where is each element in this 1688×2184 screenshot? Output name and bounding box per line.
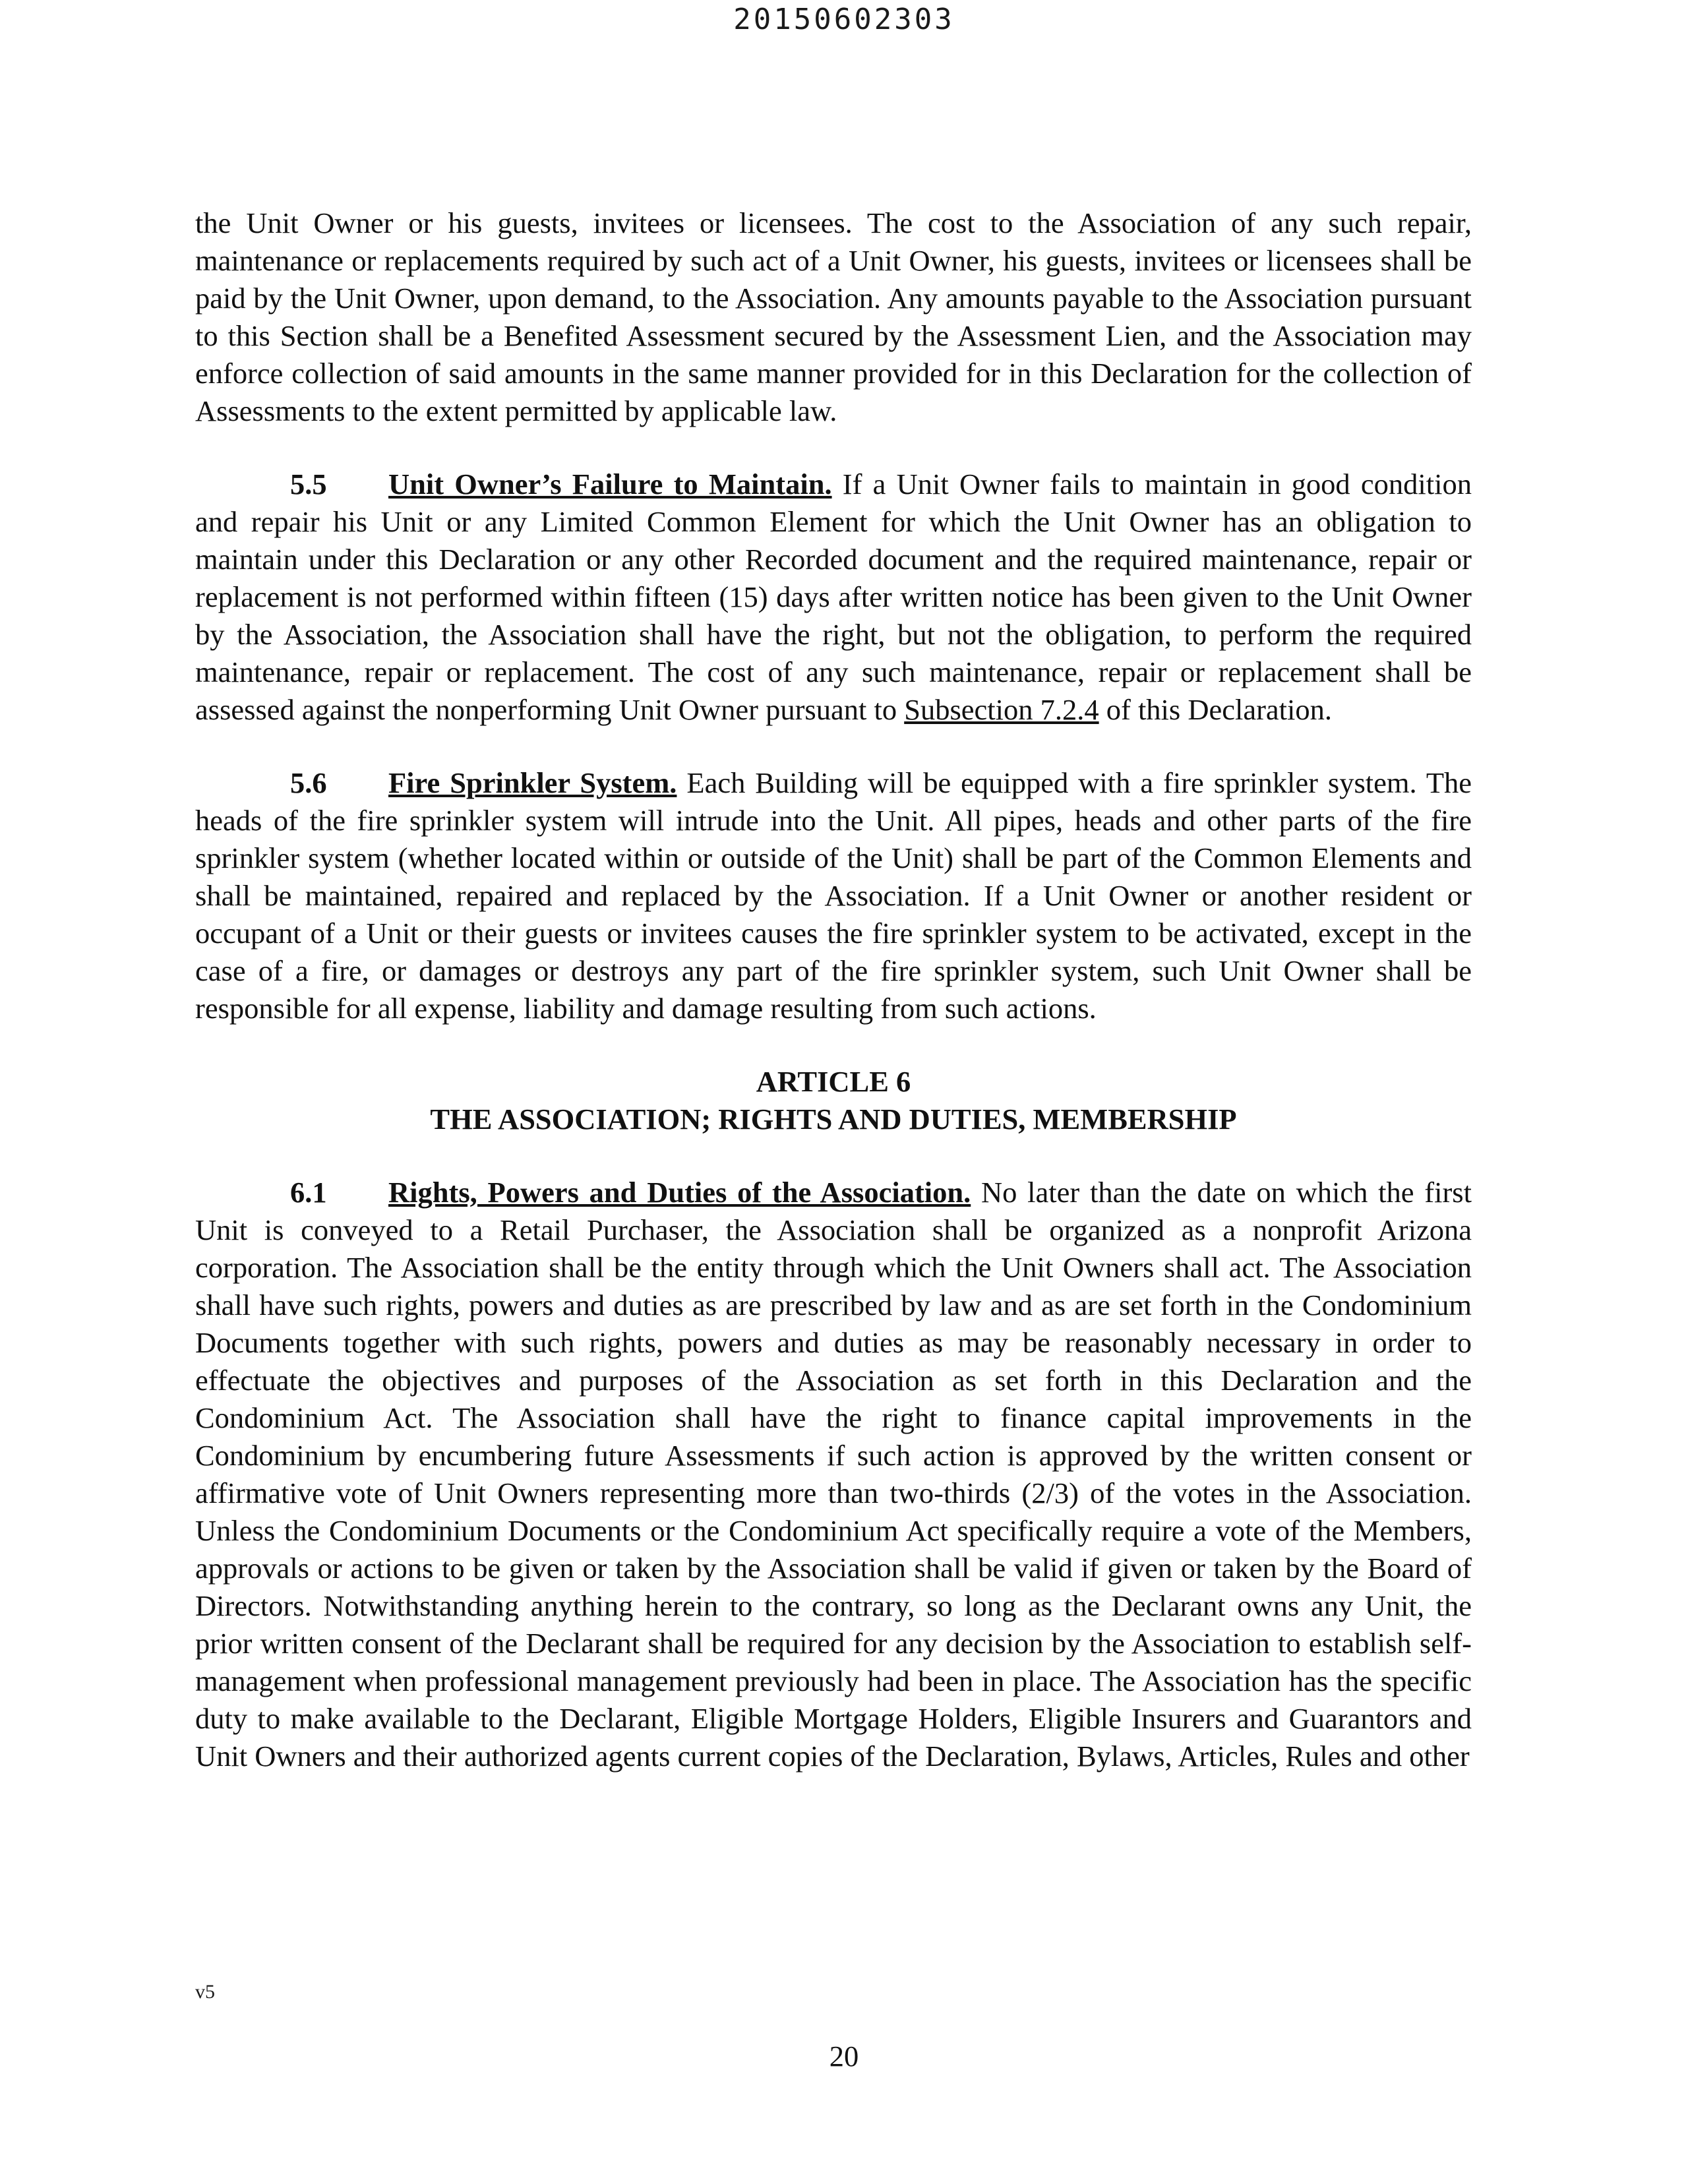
section-5-5-text: If a Unit Owner fails to maintain in good condition and repair his Unit or any Limited Common Element for which the Unit Owner has an obligation to maintain under this Declaration or any other Recorded document and the required maintenance, repair or replacement is not performed within fifteen (15) days after written notice has been given to the Unit Owner by the Association, the Association shall have the right, but not the obligation, to perform the required maintenance, repair or replacement. The cost of any such maintenance, repair or replacement shall be assessed against the nonperforming Unit Owner pursuant to (195, 468, 1472, 726)
section-6-1-title: Rights, Powers and Duties of the Association. (388, 1176, 971, 1209)
version-mark: v5 (195, 1981, 215, 2003)
section-5-5-title: Unit Owner’s Failure to Maintain. (388, 468, 832, 501)
continuation-paragraph: the Unit Owner or his guests, invitees or licensees. The cost to the Association of any such repair, maintenance or replacements required by such act of a Unit Owner, his guests, invitees or licensees shall be paid by the Unit Owner, upon demand, to the Association. Any amounts payable to the Association pursuant to this Section shall be a Benefited Assessment secured by the Assessment Lien, and the Association may enforce collection of said amounts in the same manner provided for in this Declaration for the collection of Assessments to the extent permitted by applicable law. (195, 206, 1472, 427)
page-body (195, 204, 1472, 1811)
article-heading: ARTICLE 6 (756, 1065, 911, 1098)
section-6-1-text: No later than the date on which the first Unit is conveyed to a Retail Purchaser, the Association shall be organized as a nonprofit Arizona corporation. The Association shall be the entity through which the Unit Owners shall act. The Association shall have such rights, powers and duties as are prescribed by law and as are set forth in the Condominium Documents together with such rights, powers and duties as may be reasonably necessary in order to effectuate the objectives and purposes of the Association as set forth in this Declaration and the Condominium Act. The Association shall have the right to finance capital improvements in the Condominium by encumbering future Assessments if such action is approved by the written consent or affirmative vote of Unit Owners representing more than two-thirds (2/3) of the votes in the Association. Unless the Condominium Documents or the Condominium Act specifically require a vote of the Members, approvals or actions to be given or taken by the Association shall be valid if given or taken by the Board of Directors. Notwithstanding anything herein to the contrary, so long as the Declarant owns any Unit, the prior written consent of the Declarant shall be required for any decision by the Association to establish self-management when professional management previously had been in place. The Association has the specific duty to make available to the Declarant, Eligible Mortgage Holders, Eligible Insurers and Guarantors and Unit Owners and their authorized agents current copies of the Declaration, Bylaws, Articles, Rules and other (195, 1176, 1472, 1773)
section-5-5 (195, 466, 1472, 729)
document-number: 20150602303 (733, 3, 955, 36)
article-heading-block (195, 1063, 1472, 1138)
section-6-1-number: 6.1 (290, 1176, 327, 1209)
article-subheading: THE ASSOCIATION; RIGHTS AND DUTIES, MEMBERSHIP (430, 1103, 1237, 1136)
section-5-6-text: Each Building will be equipped with a fire sprinkler system. The heads of the fire sprinkler system will intrude into the Unit. All pipes, heads and other parts of the fire sprinkler system (whether located within or outside of the Unit) shall be part of the Common Elements and shall be maintained, repaired and replaced by the Association. If a Unit Owner or another resident or occupant of a Unit or their guests or invitees causes the fire sprinkler system to be activated, except in the case of a fire, or damages or destroys any part of the fire sprinkler system, such Unit Owner shall be responsible for all expense, liability and damage resulting from such actions. (195, 766, 1472, 1025)
section-5-5-number: 5.5 (290, 468, 327, 501)
section-5-6-number: 5.6 (290, 766, 327, 799)
section-5-5-text-end: of this Declaration. (1099, 693, 1333, 726)
page-number: 20 (829, 2040, 859, 2073)
section-6-1 (195, 1174, 1472, 1775)
subsection-reference: Subsection 7.2.4 (904, 693, 1099, 726)
section-5-6 (195, 764, 1472, 1027)
section-5-6-title: Fire Sprinkler System. (388, 766, 677, 799)
